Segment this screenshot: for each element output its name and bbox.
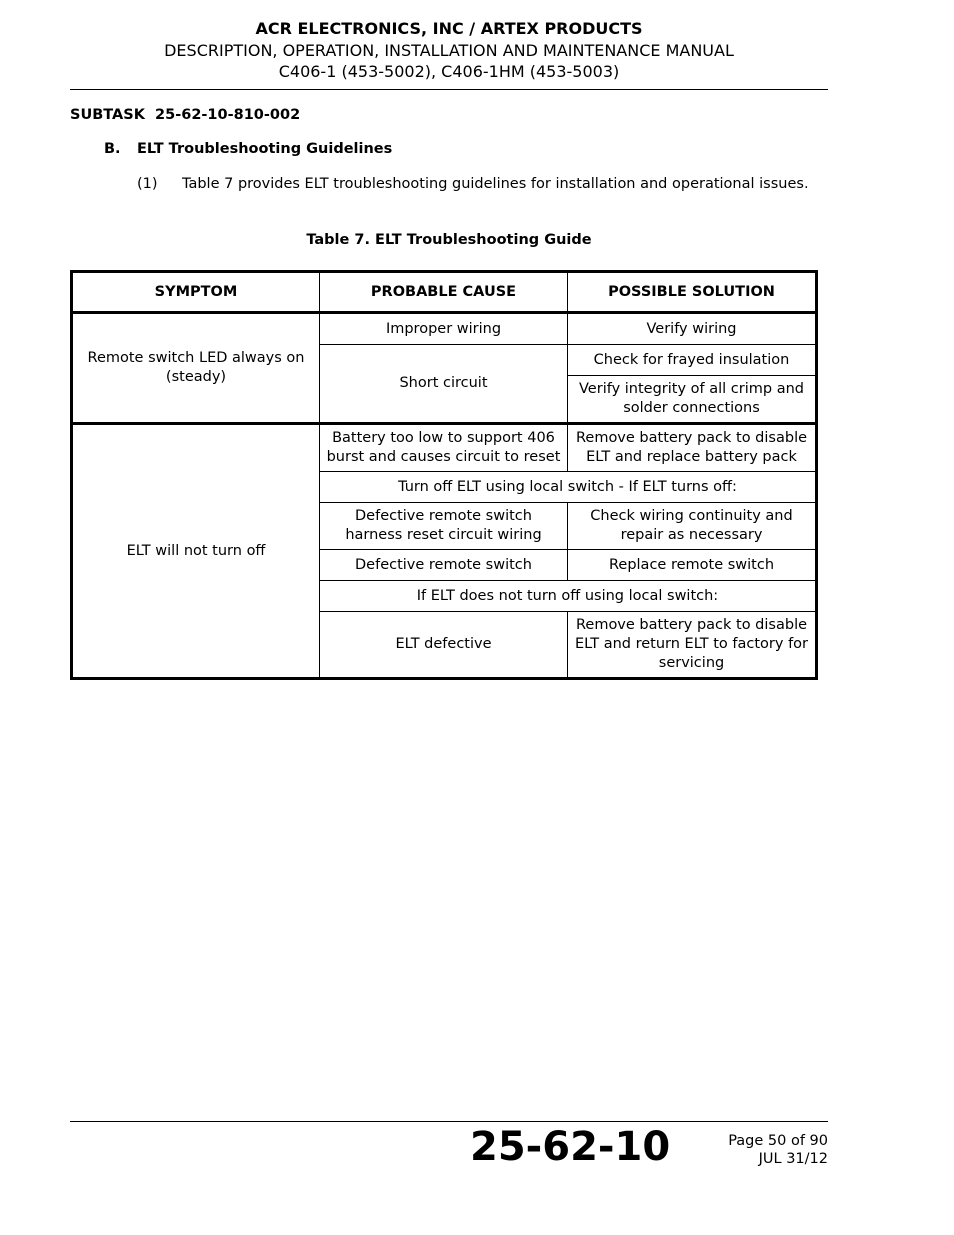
footer-divider <box>70 1121 828 1122</box>
section-letter: B. <box>104 141 121 157</box>
company-name: ACR ELECTRONICS, INC / ARTEX PRODUCTS <box>255 19 643 38</box>
table-caption: Table 7. ELT Troubleshooting Guide <box>306 232 592 248</box>
solution-cell: Verify integrity of all crimp and solder connections <box>568 376 817 424</box>
model-numbers: C406-1 (453-5002), C406-1HM (453-5003) <box>278 62 620 81</box>
solution-cell: Remove battery pack to disable ELT and replace battery pack <box>568 424 817 472</box>
table-row <box>72 424 817 472</box>
solution-cell: Check for frayed insulation <box>568 345 817 376</box>
solution-cell: Check wiring continuity and repair as necessary <box>568 503 817 550</box>
troubleshooting-table <box>70 270 818 680</box>
cause-cell: Defective remote switch <box>320 550 568 581</box>
cause-cell: Battery too low to support 406 burst and causes circuit to reset <box>320 424 568 472</box>
header-probable-cause: PROBABLE CAUSE <box>320 272 568 313</box>
manual-title: DESCRIPTION, OPERATION, INSTALLATION AND MAINTENANCE MANUAL <box>164 41 734 60</box>
section-heading <box>104 141 392 157</box>
solution-cell: Replace remote switch <box>568 550 817 581</box>
cause-cell: Improper wiring <box>320 313 568 345</box>
paragraph-text: Table 7 provides ELT troubleshooting guidelines for installation and operational issues. <box>182 176 809 192</box>
header-possible-solution: POSSIBLE SOLUTION <box>568 272 817 313</box>
header-symptom: SYMPTOM <box>72 272 320 313</box>
table-header-row <box>72 272 817 313</box>
symptom-cell: Remote switch LED always on (steady) <box>72 313 320 424</box>
header-divider <box>70 89 828 90</box>
page-number: Page 50 of 90 <box>728 1133 828 1149</box>
solution-cell: Verify wiring <box>568 313 817 345</box>
subtask-heading: SUBTASK 25-62-10-810-002 <box>70 107 301 123</box>
revision-date: JUL 31/12 <box>758 1151 828 1167</box>
table-row <box>72 313 817 345</box>
paragraph-number: (1) <box>137 176 158 192</box>
symptom-cell: ELT will not turn off <box>72 424 320 679</box>
chapter-code: 25-62-10 <box>470 1124 671 1170</box>
solution-cell: Remove battery pack to disable ELT and return ELT to factory for servicing <box>568 612 817 679</box>
instruction-cell: Turn off ELT using local switch - If ELT turns off: <box>320 472 817 503</box>
cause-cell: Defective remote switch harness reset circuit wiring <box>320 503 568 550</box>
paragraph-1 <box>137 176 809 192</box>
instruction-cell: If ELT does not turn off using local switch: <box>320 581 817 612</box>
cause-cell: ELT defective <box>320 612 568 679</box>
section-title: ELT Troubleshooting Guidelines <box>137 141 393 157</box>
cause-cell: Short circuit <box>320 345 568 424</box>
page-info <box>728 1132 828 1168</box>
page-header <box>70 18 828 82</box>
